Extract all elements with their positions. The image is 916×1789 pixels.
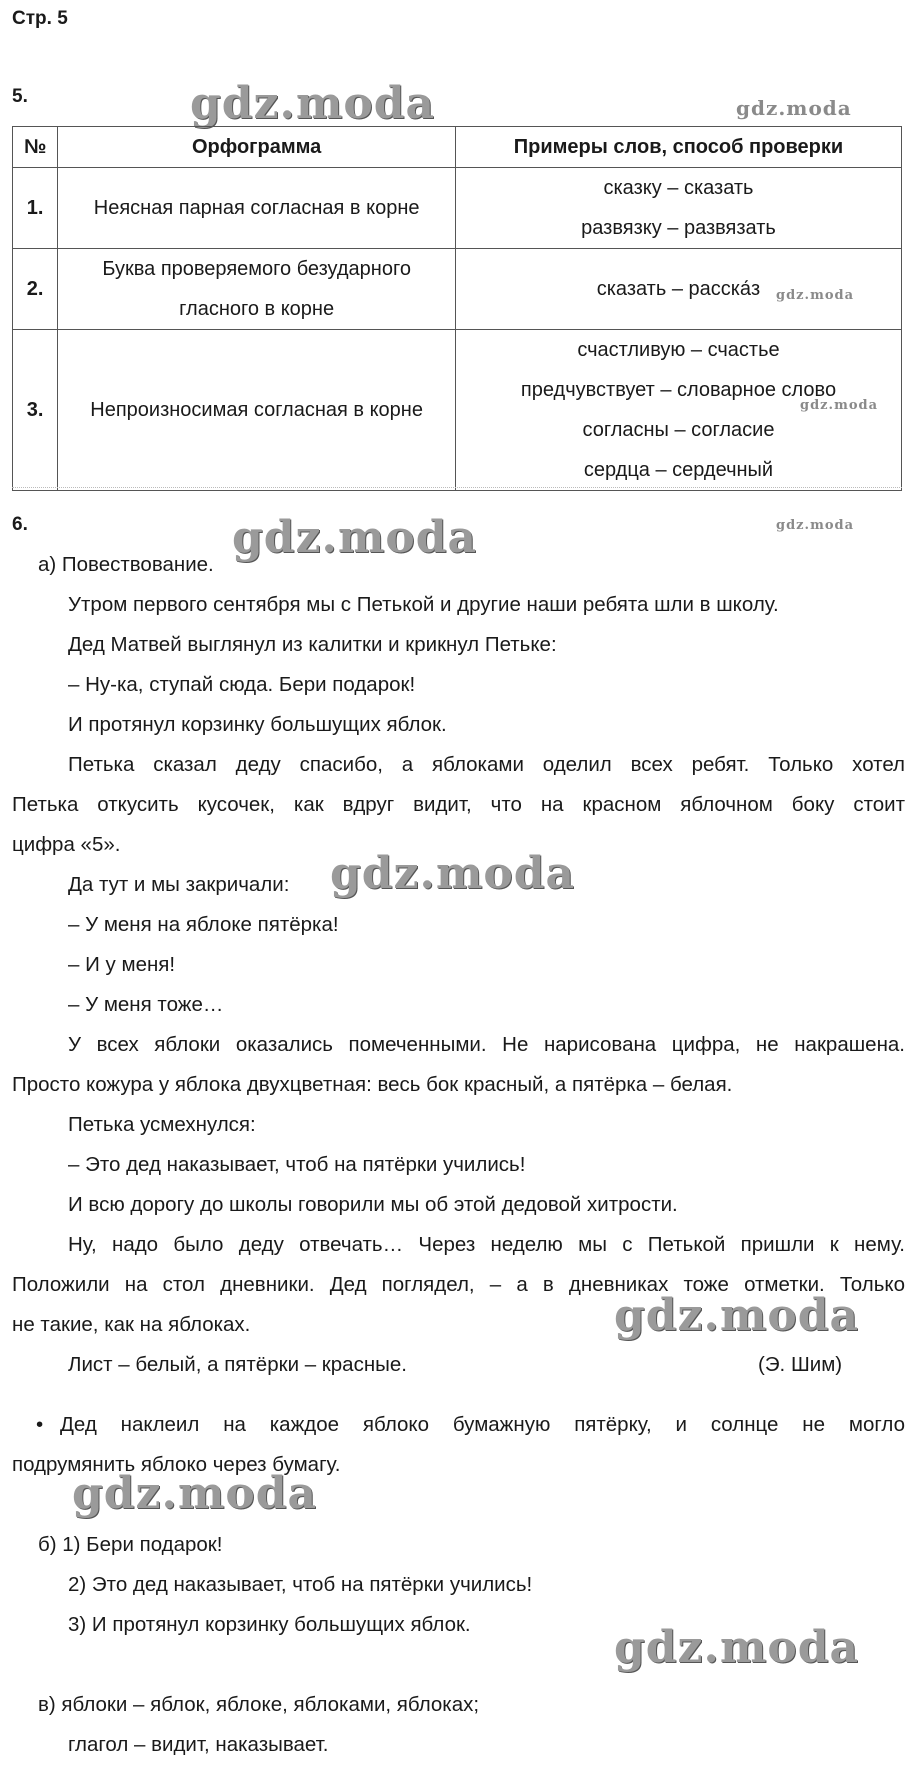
row-number: 3.	[13, 330, 58, 491]
header-rule: Орфограмма	[58, 127, 456, 168]
example-line: согласны – согласие	[582, 419, 775, 441]
table-row	[13, 249, 902, 330]
watermark: gdz.moda	[232, 512, 478, 563]
part-v-item: глагол – видит, наказывает.	[68, 1733, 329, 1756]
story-line: – У меня тоже…	[68, 993, 224, 1016]
story-line: Дед Матвей выглянул из калитки и крикнул Петьке:	[68, 633, 557, 656]
rule-line: гласного в корне	[179, 298, 335, 320]
story-line: Петька усмехнулся:	[68, 1113, 256, 1136]
rule-line: Буква проверяемого безударного	[102, 258, 411, 280]
header-num: №	[13, 127, 58, 168]
story-line: – Ну-ка, ступай сюда. Бери подарок!	[68, 673, 416, 696]
watermark: gdz.moda	[330, 848, 576, 899]
watermark: gdz.moda	[736, 96, 852, 120]
row-rule: Неясная парная согласная в корне	[58, 168, 456, 249]
answer-line: Дед наклеил на каждое яблоко бумажную пятёрку, и солнце не могло	[60, 1413, 905, 1436]
watermark: gdz.moda	[72, 1468, 318, 1519]
story-author: (Э. Шим)	[758, 1353, 843, 1376]
page-title: Стр. 5	[12, 8, 68, 29]
watermark: gdz.moda	[614, 1290, 860, 1341]
example-line: сказать – расска́з	[596, 278, 761, 300]
row-examples	[455, 168, 901, 249]
part-b-item: б) 1) Бери подарок!	[38, 1533, 223, 1556]
example-line: сказку – сказать	[603, 177, 754, 199]
row-number: 2.	[13, 249, 58, 330]
watermark: gdz.moda	[776, 518, 855, 533]
task-5-number: 5.	[12, 86, 28, 107]
watermark: gdz.moda	[190, 78, 436, 129]
row-rule: Непроизносимая согласная в корне	[58, 330, 456, 491]
story-line: И всю дорогу до школы говорили мы об этой дедовой хитрости.	[68, 1193, 678, 1216]
story-line: – У меня на яблоке пятёрка!	[68, 913, 339, 936]
story-line: Утром первого сентября мы с Петькой и другие наши ребята шли в школу.	[68, 593, 779, 616]
bullet: •	[36, 1413, 44, 1436]
answer-line: подрумянить яблоко через бумагу.	[12, 1453, 341, 1476]
row-number: 1.	[13, 168, 58, 249]
story-line: Петька сказал деду спасибо, а яблоками оделил всех ребят. Только хотел	[68, 753, 905, 776]
example-line: предчувствует – словарное слово	[520, 379, 837, 401]
story-line: Просто кожура у яблока двухцветная: весь бок красный, а пятёрка – белая.	[12, 1073, 733, 1096]
watermark: gdz.moda	[614, 1622, 860, 1673]
story-line: Петька откусить кусочек, как вдруг видит, что на красном яблочном боку стоит	[12, 793, 905, 816]
story-line: Положили на стол дневники. Дед поглядел, – а в дневниках тоже отметки. Только	[12, 1273, 905, 1296]
story-line: И протянул корзинку большущих яблок.	[68, 713, 447, 736]
story-line: Ну, надо было деду отвечать… Через неделю мы с Петькой пришли к нему.	[68, 1233, 905, 1256]
story-line: Лист – белый, а пятёрки – красные.	[68, 1353, 407, 1376]
example-line: счастливую – счастье	[577, 339, 780, 361]
example-line: развязку – развязать	[581, 217, 776, 239]
task-6-number: 6.	[12, 514, 28, 535]
table-row	[13, 330, 902, 491]
table-row	[13, 168, 902, 249]
table-header-row	[13, 127, 902, 168]
orthogram-table	[12, 126, 902, 491]
story-line: – И у меня!	[68, 953, 176, 976]
story-line: У всех яблоки оказались помеченными. Не нарисована цифра, не накрашена.	[68, 1033, 905, 1056]
part-a-label: а) Повествование.	[38, 553, 214, 576]
part-v-item: в) яблоки – яблок, яблоке, яблоками, яблоках;	[38, 1693, 480, 1716]
story-line: не такие, как на яблоках.	[12, 1313, 251, 1336]
story-line: Да тут и мы закричали:	[68, 873, 290, 896]
story-line: – Это дед наказывает, чтоб на пятёрки учились!	[68, 1153, 526, 1176]
divider	[12, 487, 902, 490]
part-b-item: 2) Это дед наказывает, чтоб на пятёрки учились!	[68, 1573, 533, 1596]
watermark: gdz.moda	[776, 288, 855, 303]
part-b-item: 3) И протянул корзинку большущих яблок.	[68, 1613, 471, 1636]
header-examples: Примеры слов, способ проверки	[455, 127, 901, 168]
watermark: gdz.moda	[800, 398, 879, 413]
story-line: цифра «5».	[12, 833, 121, 856]
row-rule	[58, 249, 456, 330]
example-line: сердца – сердечный	[583, 459, 774, 481]
